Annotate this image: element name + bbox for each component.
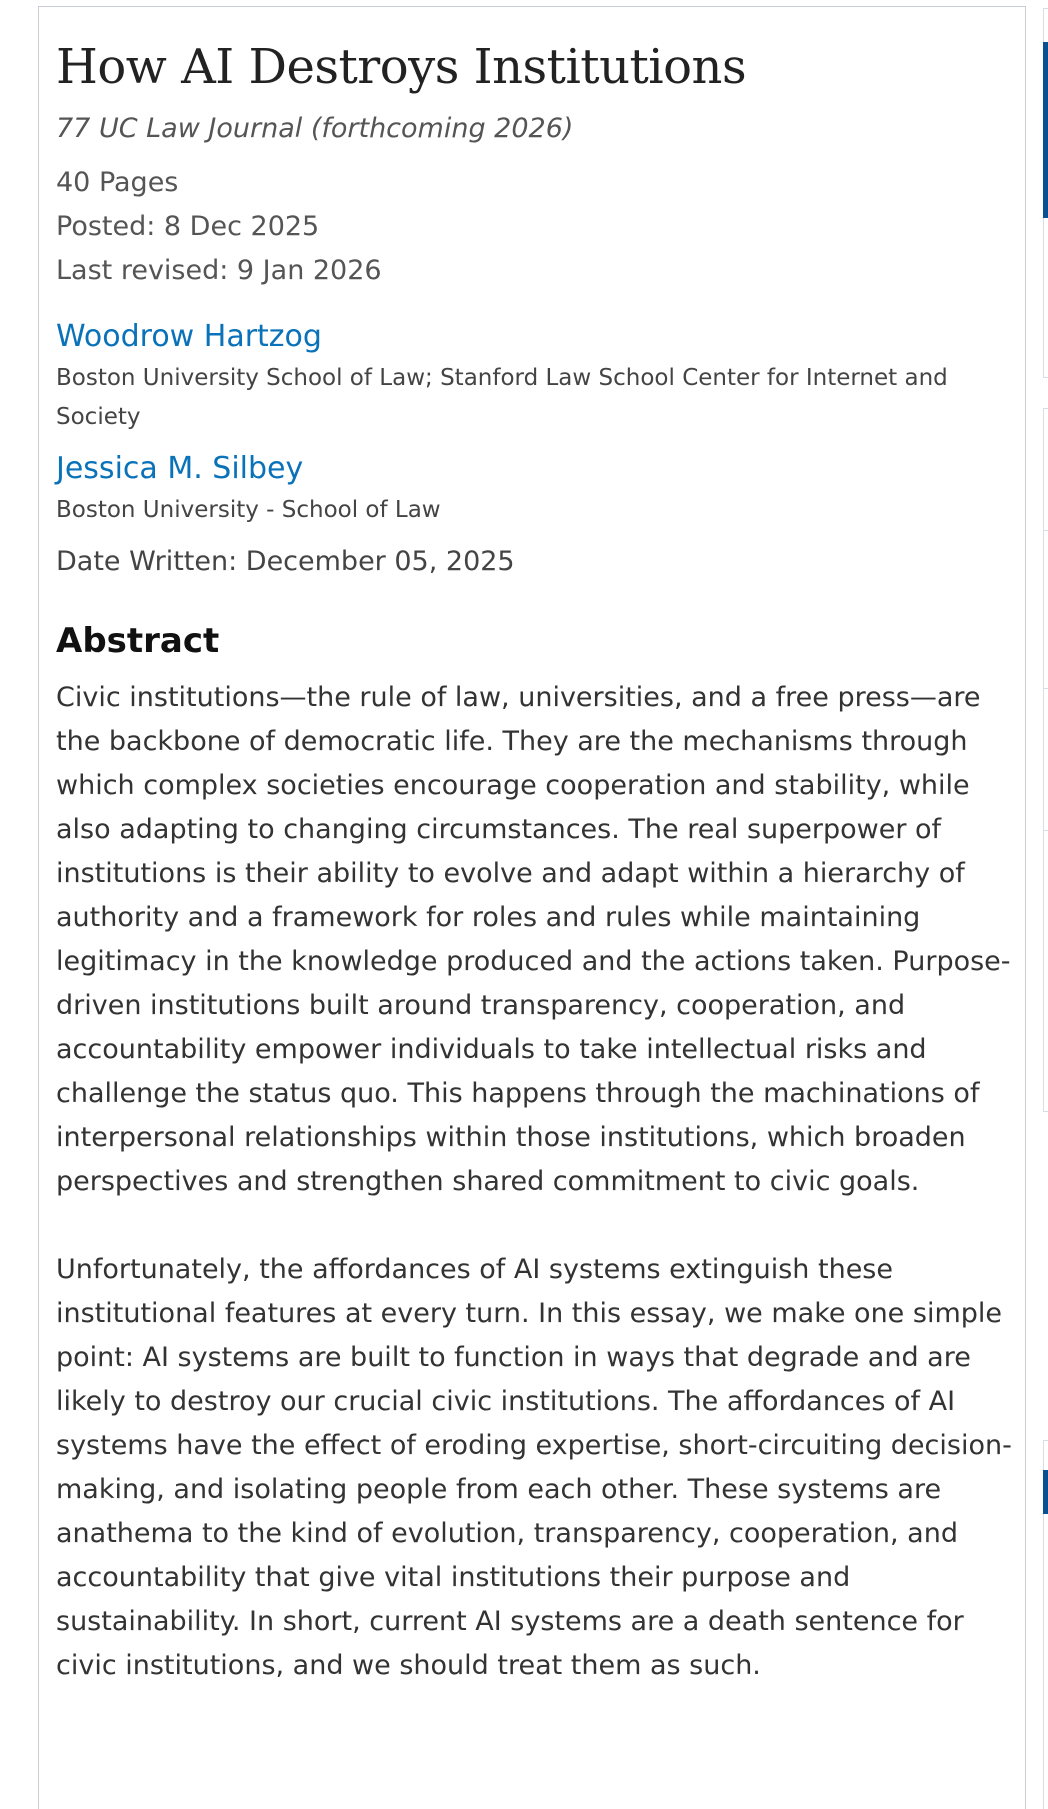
sidebar-accent-bar [1043,1470,1048,1514]
author-link-woodrow-hartzog[interactable]: Woodrow Hartzog [56,319,322,354]
abstract-paragraph: Unfortunately, the affordances of AI systems extinguish these institutional features at every turn. In this essay, we make one simple point: AI systems are built to function in ways that degrade and are likely to destroy our crucial civic institutions. The affordances of AI systems have the effect of eroding expertise, short-circuiting decision-making, and isolating people from each other. These systems are anathema to the kind of evolution, transparency, cooperation, and accountability that give vital institutions their purpose and sustainability. In short, current AI systems are a death sentence for civic institutions, and we should treat them as such. [56,1254,1012,1681]
sidebar-divider [1044,530,1048,531]
paper-title: How AI Destroys Institutions [56,39,747,95]
posted-date: Posted: 8 Dec 2025 [56,211,320,242]
abstract-heading: Abstract [56,621,220,661]
paper-card [38,6,1026,1809]
paper-meta [56,161,1016,293]
author-link-jessica-silbey[interactable]: Jessica M. Silbey [56,451,304,486]
sidebar-divider [1044,688,1048,689]
sidebar-accent-bar [1043,42,1048,218]
paper-content [56,35,1016,1688]
abstract-paragraph: Civic institutions—the rule of law, universities, and a free press—are the backbone of democratic life. They are the mechanisms through which complex societies encourage cooperation and stability, while also adapting to changing circumstances. The real superpower of institutions is their ability to evolve and adapt within a hierarchy of authority and a framework for roles and rules while maintaining legitimacy in the knowledge produced and the actions taken. Purpose-driven institutions built around transparency, cooperation, and accountability empower individuals to take intellectual risks and challenge the status quo. This happens through the machinations of interpersonal relationships within those institutions, which broaden perspectives and strengthen shared commitment to civic goals. [56,682,1011,1197]
sidebar-panel [1043,408,1048,1112]
sidebar-divider [1044,830,1048,831]
page-count: 40 Pages [56,167,179,198]
last-revised-date: Last revised: 9 Jan 2026 [56,255,382,286]
date-written: Date Written: December 05, 2025 [56,546,515,577]
journal-citation: 77 UC Law Journal (forthcoming 2026) [56,113,574,144]
author-affiliation: Boston University - School of Law [56,497,441,523]
author-affiliation: Boston University School of Law; Stanford Law School Center for Internet and Society [56,365,948,430]
author-block [56,447,1016,530]
author-block [56,315,1016,437]
